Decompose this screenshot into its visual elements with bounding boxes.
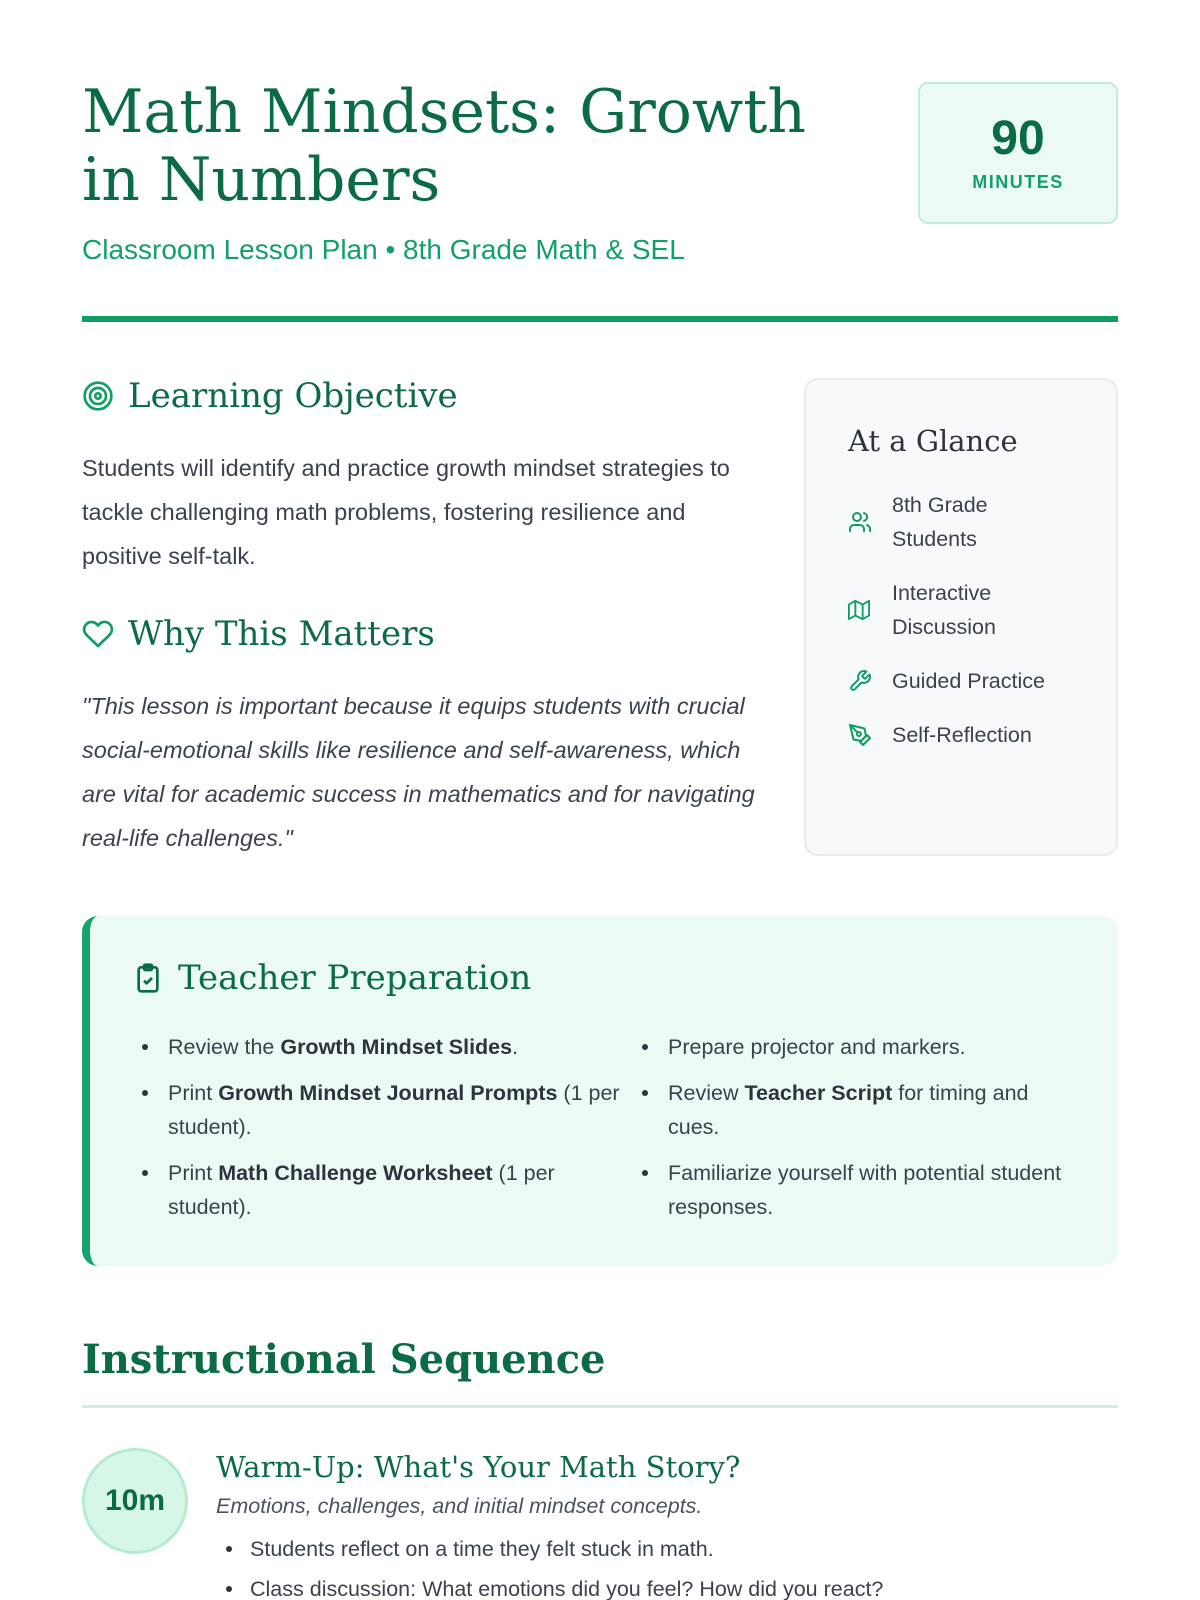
objective-heading	[82, 374, 762, 418]
prep-list-right	[632, 1030, 1072, 1236]
objective-text: Students will identify and practice growth mindset strategies to tackle challenging math problems, fostering resilience and positive self-talk.	[82, 455, 730, 569]
page-title: Math Mindsets: Growth in Numbers	[82, 77, 807, 215]
list-item: Class discussion: What emotions did you feel? How did you react?	[216, 1569, 1118, 1600]
duration-value: 90	[991, 112, 1045, 165]
target-icon	[82, 380, 114, 412]
prep-heading-text: Teacher Preparation	[178, 958, 532, 998]
glance-item	[848, 576, 1096, 644]
step-time-badge: 10m	[82, 1448, 188, 1554]
intro-section	[82, 322, 1118, 916]
glance-item	[848, 488, 1096, 556]
users-icon	[848, 488, 878, 556]
objective-heading-text: Learning Objective	[128, 376, 458, 416]
glance-heading: At a Glance	[848, 424, 1018, 458]
sequence-heading: Instructional Sequence	[82, 1336, 1118, 1408]
why-heading	[82, 612, 762, 656]
list-item: Prepare projector and markers.	[632, 1030, 1072, 1064]
glance-item-label: 8th Grade Students	[892, 493, 988, 551]
glance-item-label: Self-Reflection	[892, 723, 1032, 747]
map-icon	[848, 576, 878, 644]
step-title: Warm-Up: What's Your Math Story?	[216, 1450, 741, 1484]
glance-item-label: Guided Practice	[892, 669, 1045, 693]
at-a-glance-card	[804, 378, 1118, 856]
page-subtitle: Classroom Lesson Plan • 8th Grade Math & SEL	[82, 234, 685, 265]
clipboard-check-icon	[132, 962, 164, 994]
list-item: Print Growth Mindset Journal Prompts (1 per student).	[132, 1076, 632, 1144]
why-heading-text: Why This Matters	[128, 614, 435, 654]
glance-item	[848, 664, 1096, 698]
glance-item-label: Interactive Discussion	[892, 581, 996, 639]
list-item: Review Teacher Script for timing and cues.	[632, 1076, 1072, 1144]
prep-heading	[132, 956, 1078, 1000]
teacher-preparation-panel	[82, 916, 1118, 1266]
prep-columns	[132, 1030, 1078, 1236]
pen-tool-icon	[848, 718, 878, 752]
why-quote: "This lesson is important because it equips students with crucial social-emotional skills like resilience and self-awareness, which are vital for academic success in mathematics and for navigating real-life challenges."	[82, 693, 755, 851]
list-item: Review the Growth Mindset Slides.	[132, 1030, 632, 1064]
list-item: Familiarize yourself with potential student responses.	[632, 1156, 1072, 1224]
intro-left-column	[82, 374, 762, 860]
sequence-step	[82, 1448, 1118, 1600]
list-item: Students reflect on a time they felt stuck in math.	[216, 1529, 1118, 1569]
prep-list-left	[132, 1030, 632, 1236]
wrench-icon	[848, 664, 878, 698]
duration-unit: MINUTES	[972, 172, 1064, 192]
step-subtitle: Emotions, challenges, and initial mindset concepts.	[216, 1494, 703, 1518]
list-item: Print Math Challenge Worksheet (1 per student).	[132, 1156, 632, 1224]
duration-badge	[918, 82, 1118, 224]
header	[82, 0, 1118, 322]
glance-item	[848, 718, 1096, 752]
heart-icon	[82, 618, 114, 650]
step-points	[216, 1529, 1118, 1600]
